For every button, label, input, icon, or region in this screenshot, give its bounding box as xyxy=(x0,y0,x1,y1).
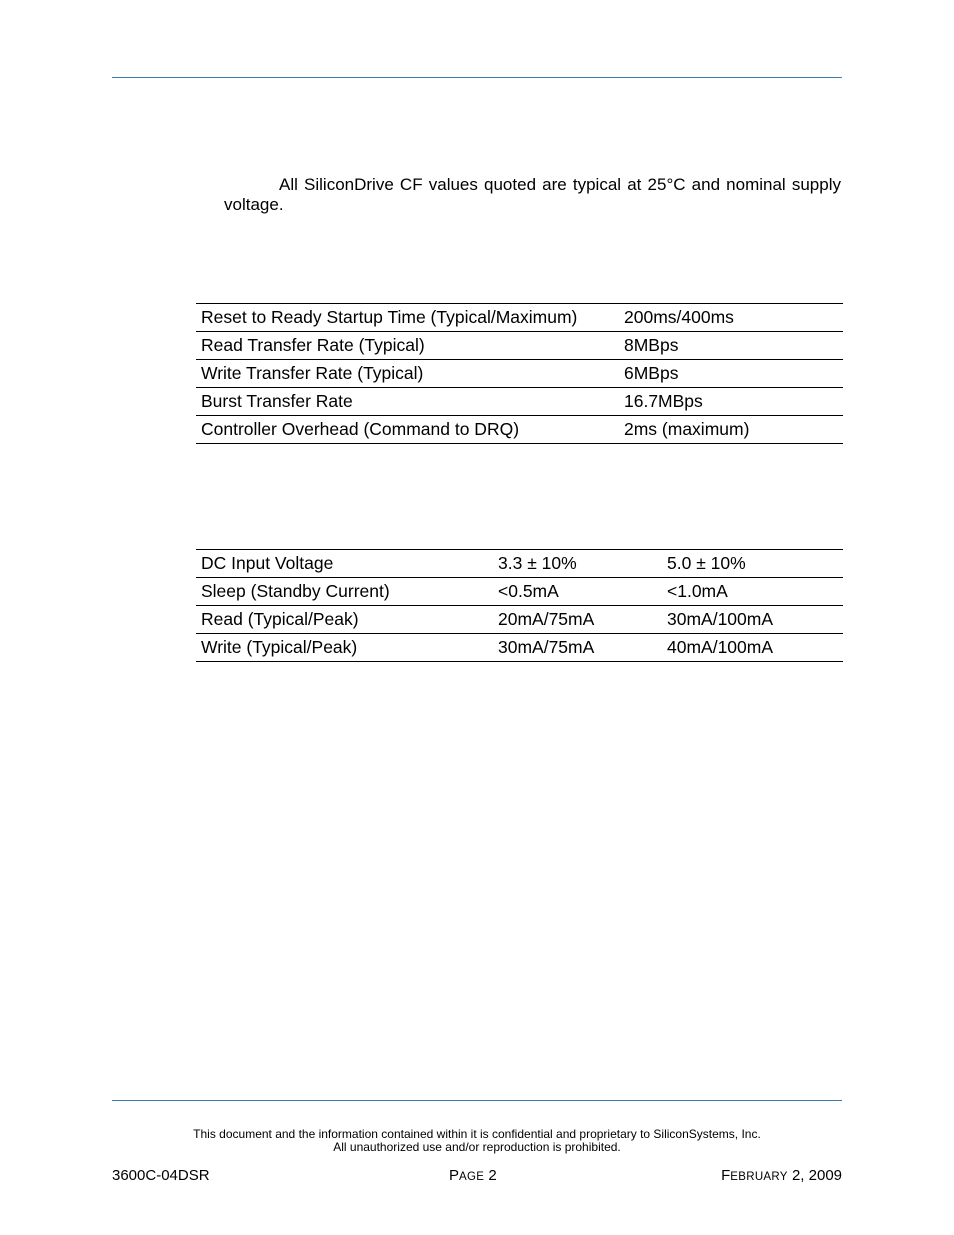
table-row xyxy=(196,304,843,332)
power-label: Write (Typical/Peak) xyxy=(196,634,493,662)
typical-values-note: All SiliconDrive CF values quoted are typical at 25°C and nominal supply voltage. xyxy=(224,175,841,214)
date-rest: 2, 2009 xyxy=(791,1167,842,1184)
table-row xyxy=(196,388,843,416)
perf-label: Read Transfer Rate (Typical) xyxy=(196,332,619,360)
table-row xyxy=(196,550,843,578)
perf-label: Controller Overhead (Command to DRQ) xyxy=(196,416,619,444)
perf-value: 2ms (maximum) xyxy=(619,416,843,444)
table-row xyxy=(196,332,843,360)
notice-line: All unauthorized use and/or reproduction is prohibited. xyxy=(333,1140,621,1154)
perf-value: 200ms/400ms xyxy=(619,304,843,332)
power-value-3v3: <0.5mA xyxy=(493,578,662,606)
page-number xyxy=(449,1167,497,1184)
performance-table xyxy=(196,303,843,444)
perf-value: 16.7MBps xyxy=(619,388,843,416)
power-label: Sleep (Standby Current) xyxy=(196,578,493,606)
power-label: DC Input Voltage xyxy=(196,550,493,578)
power-value-3v3: 3.3 ± 10% xyxy=(493,550,662,578)
power-value-3v3: 20mA/75mA xyxy=(493,606,662,634)
power-table xyxy=(196,549,843,662)
perf-label: Write Transfer Rate (Typical) xyxy=(196,360,619,388)
power-label: Read (Typical/Peak) xyxy=(196,606,493,634)
document-id: 3600C-04DSR xyxy=(112,1167,210,1184)
confidentiality-notice xyxy=(112,1128,842,1154)
power-value-5v: 30mA/100mA xyxy=(662,606,843,634)
perf-label: Burst Transfer Rate xyxy=(196,388,619,416)
power-value-5v: 40mA/100mA xyxy=(662,634,843,662)
perf-value: 8MBps xyxy=(619,332,843,360)
power-value-5v: <1.0mA xyxy=(662,578,843,606)
table-row xyxy=(196,578,843,606)
perf-label: Reset to Ready Startup Time (Typical/Maximum) xyxy=(196,304,619,332)
date-small: EBRUARY xyxy=(730,1171,788,1183)
table-row xyxy=(196,634,843,662)
page-prefix-cap: P xyxy=(449,1167,460,1184)
footer-rule xyxy=(112,1100,842,1101)
document-date xyxy=(721,1167,842,1184)
table-row xyxy=(196,360,843,388)
date-cap: F xyxy=(721,1167,731,1184)
table-row xyxy=(196,606,843,634)
header-rule xyxy=(112,77,842,78)
power-value-3v3: 30mA/75mA xyxy=(493,634,662,662)
page-prefix-small: AGE xyxy=(459,1171,485,1183)
power-value-5v: 5.0 ± 10% xyxy=(662,550,843,578)
page-number-value: 2 xyxy=(488,1167,497,1184)
perf-value: 6MBps xyxy=(619,360,843,388)
table-row xyxy=(196,416,843,444)
notice-line: This document and the information contained within it is confidential and proprietary to SiliconSystems, Inc. xyxy=(193,1127,761,1141)
